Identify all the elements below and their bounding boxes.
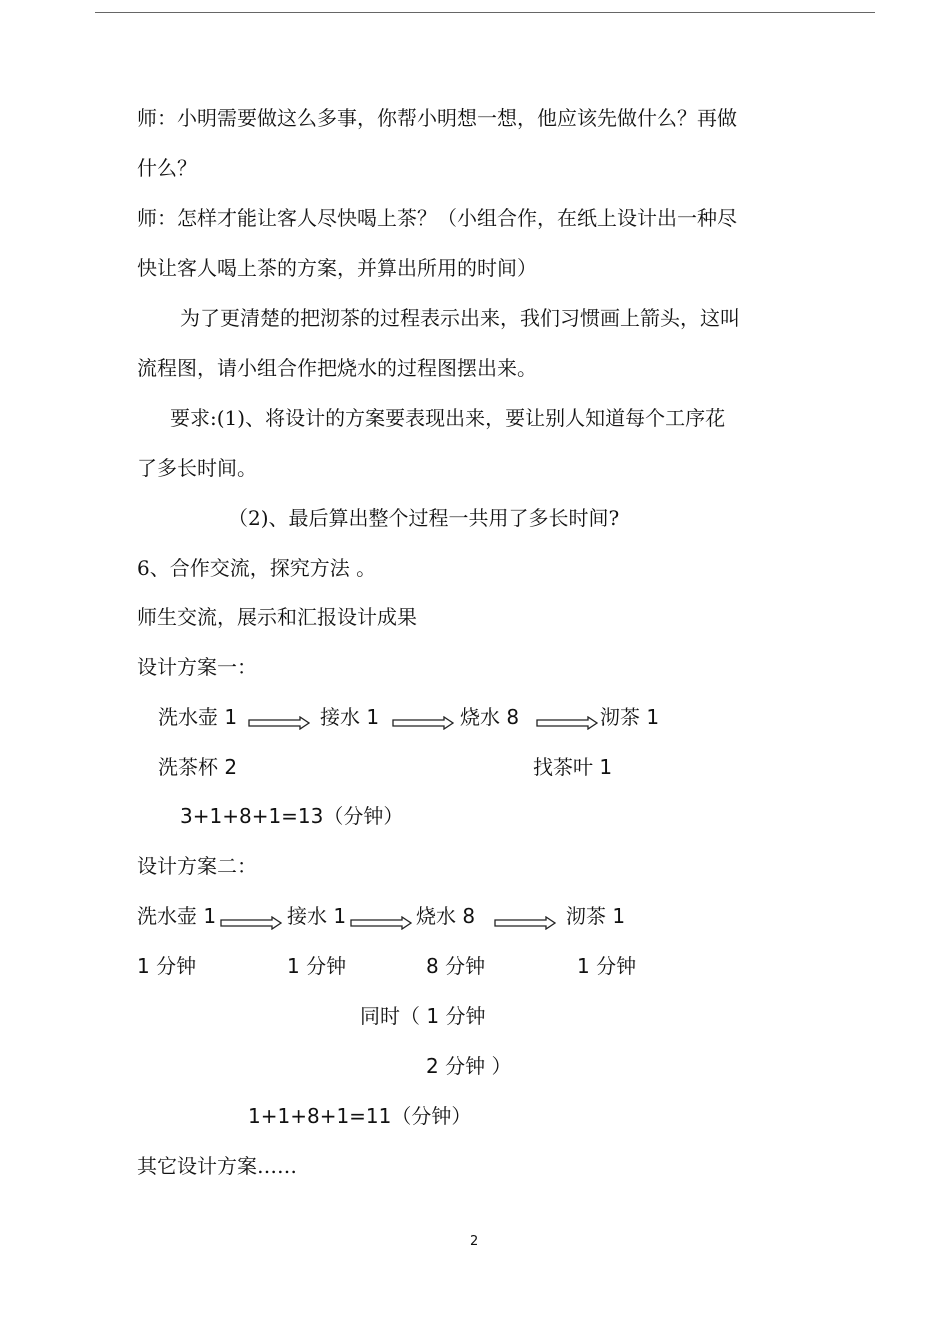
other-plans: 其它设计方案…… [137,1154,297,1178]
plan-two-heading: 设计方案二： [137,854,257,878]
flow-arrow-icon [494,916,556,930]
simultaneous-note: 2 分钟 ） [426,1054,512,1078]
flow-arrow-icon [536,716,598,730]
duration-label: 1 分钟 [137,954,197,978]
step-fill-water: 接水 1 [320,705,380,729]
step-boil-water: 烧水 8 [416,904,476,928]
flow-arrow-icon [248,716,310,730]
step-boil-water: 烧水 8 [460,705,520,729]
text-line: 什么？ [137,156,197,180]
plan-one-formula: 3+1+8+1=13（分钟） [180,804,404,828]
header-rule [95,12,875,13]
page-number: 2 [470,1234,479,1249]
text-line: 为了更清楚的把沏茶的过程表示出来，我们习惯画上箭头，这叫 [180,306,740,330]
step-wash-cups: 洗茶杯 2 [158,755,238,779]
section-heading: 6、合作交流，探究方法 。 [137,556,377,580]
step-fill-water: 接水 1 [287,904,347,928]
flow-arrow-icon [350,916,412,930]
step-wash-kettle: 洗水壶 1 [158,705,238,729]
plan-two-formula: 1+1+8+1=11（分钟） [248,1104,472,1128]
step-make-tea: 沏茶 1 [566,904,626,928]
simultaneous-note: 同时（ 1 分钟 [360,1004,486,1028]
text-line: 师：怎样才能让客人尽快喝上茶？（小组合作，在纸上设计出一种尽 [137,206,737,230]
duration-label: 1 分钟 [287,954,347,978]
text-line: 要求:(1)、将设计的方案要表现出来，要让别人知道每个工序花 [170,406,726,430]
step-find-tea-leaves: 找茶叶 1 [533,755,613,779]
text-line: 流程图，请小组合作把烧水的过程图摆出来。 [137,356,537,380]
text-line: 了多长时间。 [137,456,257,480]
step-make-tea: 沏茶 1 [600,705,660,729]
text-line: 师生交流，展示和汇报设计成果 [137,605,417,629]
flow-arrow-icon [220,916,282,930]
text-line: 师：小明需要做这么多事，你帮小明想一想，他应该先做什么？再做 [137,106,737,130]
step-wash-kettle: 洗水壶 1 [137,904,217,928]
text-line: 快让客人喝上茶的方案，并算出所用的时间） [137,256,537,280]
text-line: （2)、最后算出整个过程一共用了多长时间? [228,506,620,530]
flow-arrow-icon [392,716,454,730]
duration-label: 1 分钟 [577,954,637,978]
duration-label: 8 分钟 [426,954,486,978]
plan-one-heading: 设计方案一： [137,655,257,679]
